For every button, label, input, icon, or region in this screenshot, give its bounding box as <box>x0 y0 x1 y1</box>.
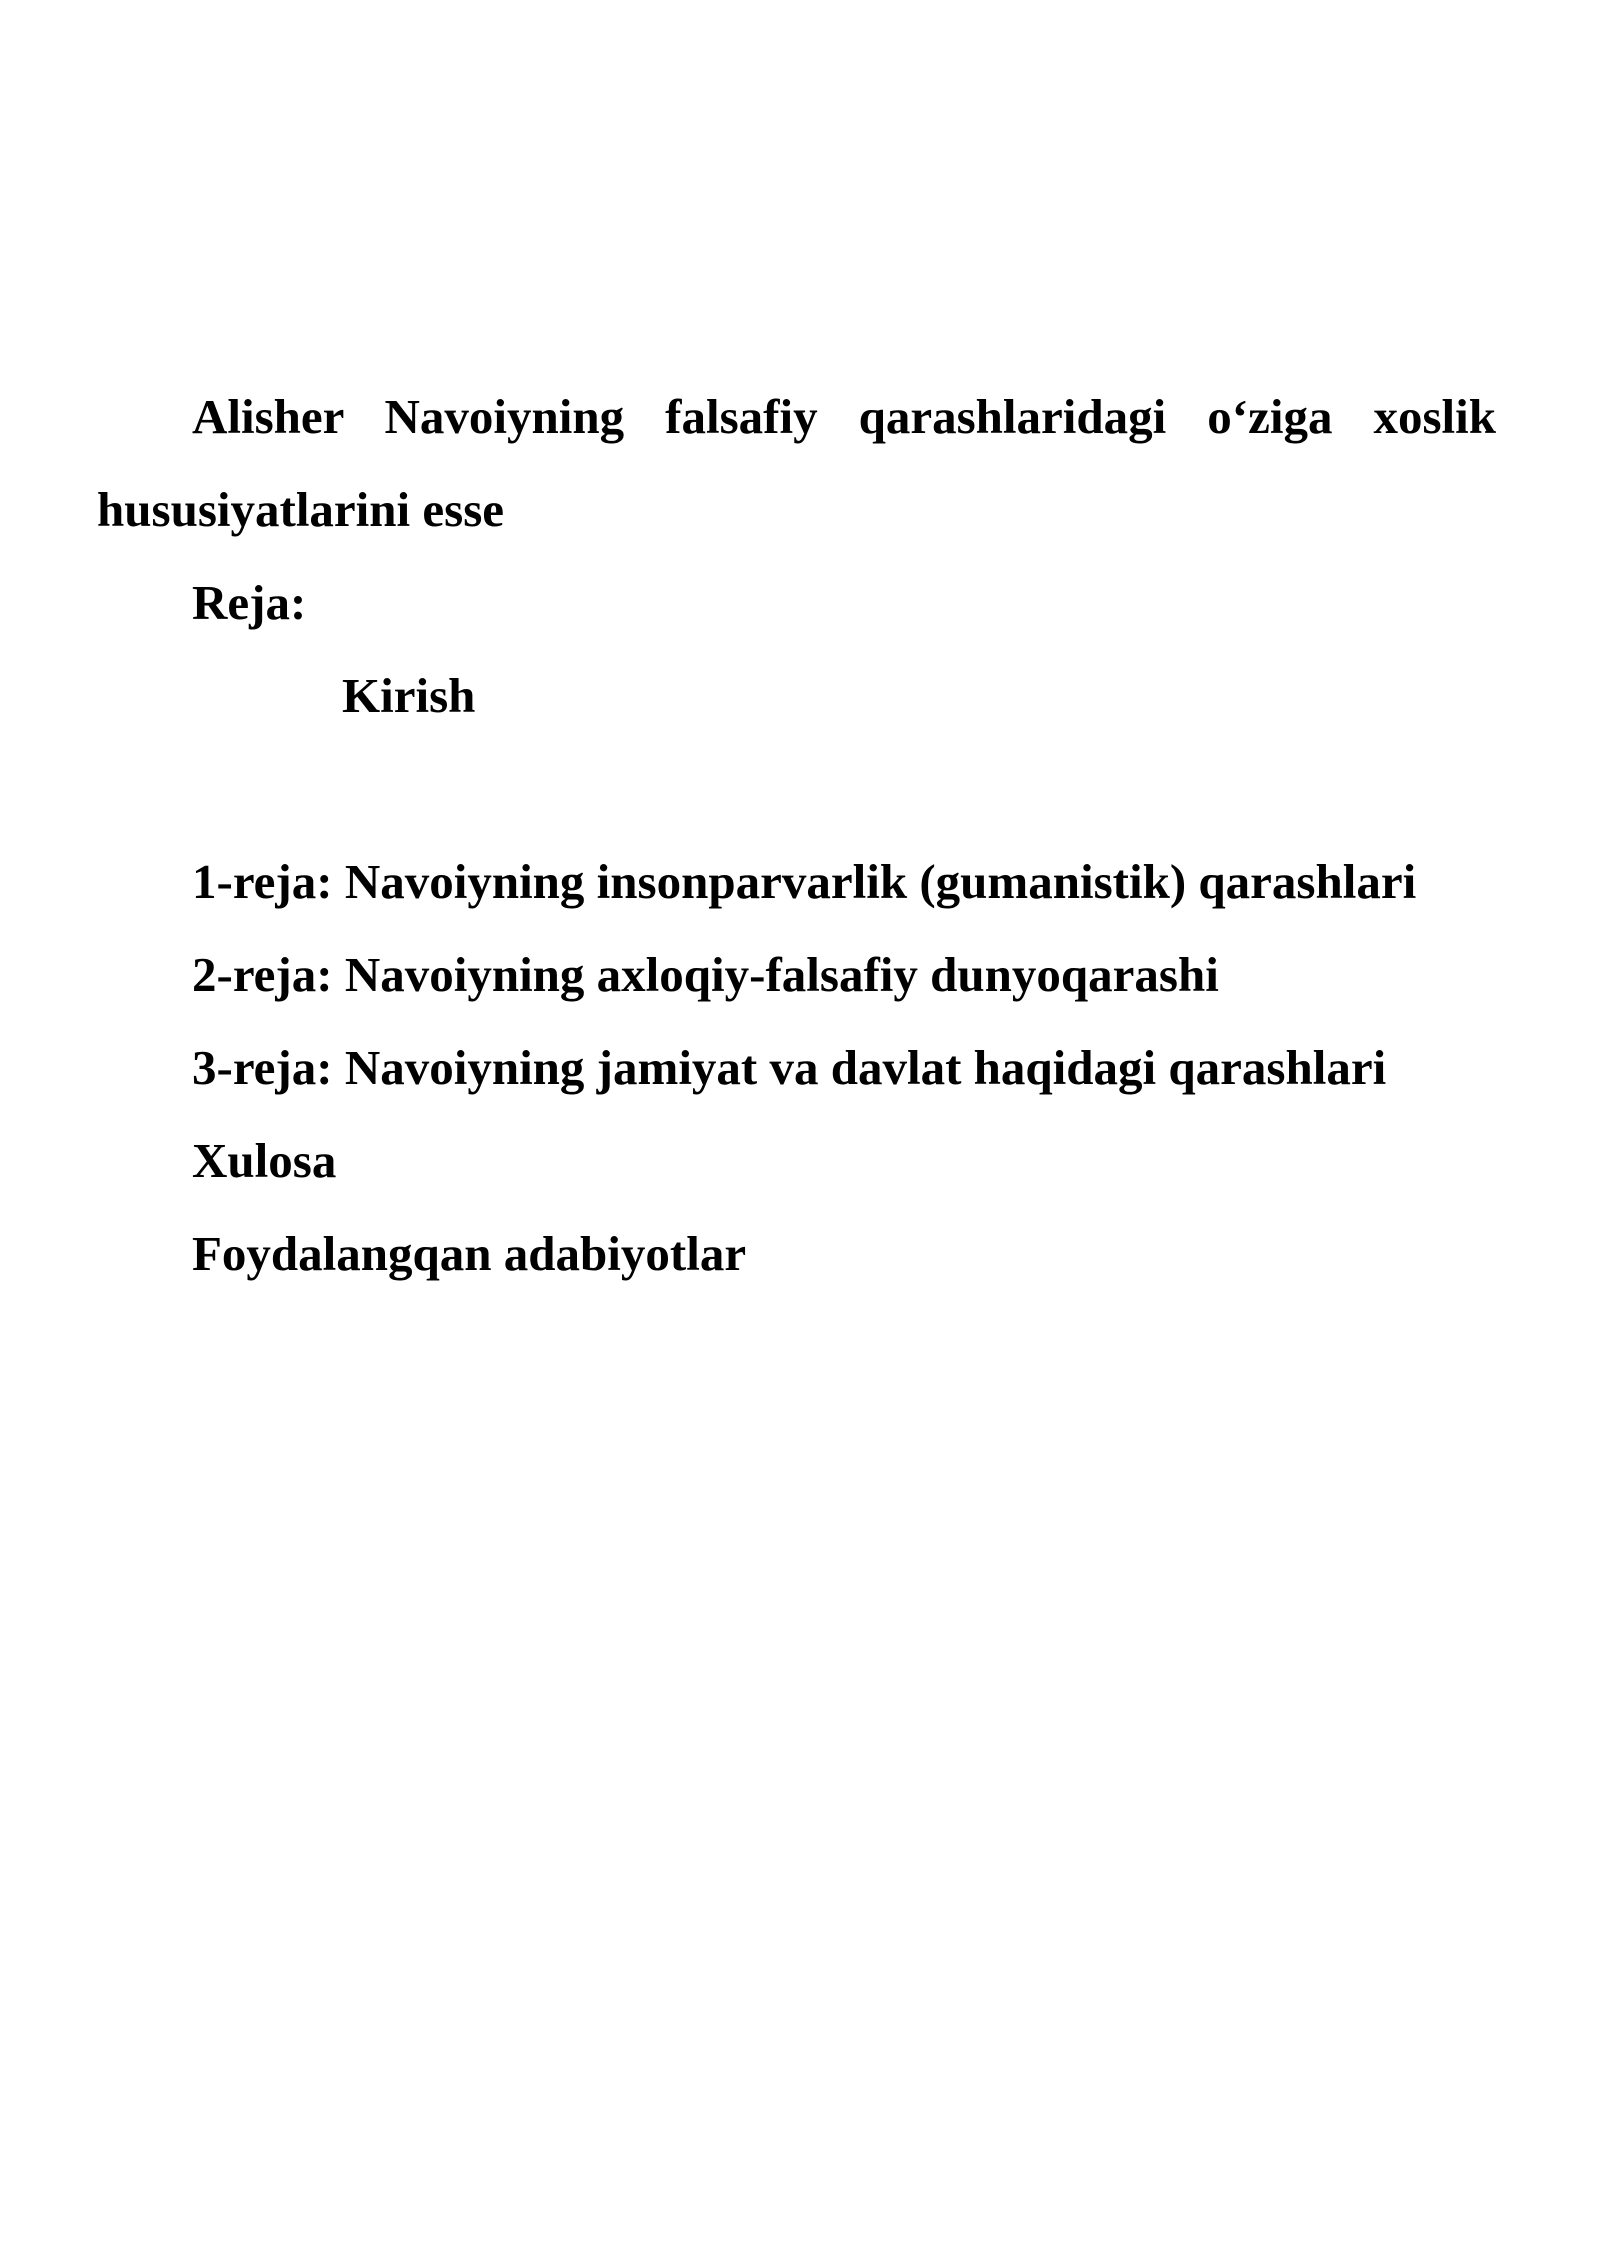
plan-conclusion: Xulosa <box>192 1133 337 1188</box>
plan-intro: Kirish <box>342 668 476 723</box>
plan-references: Foydalangqan adabiyotlar <box>192 1226 747 1281</box>
plan-item-2: 2-reja: Navoiyning axloqiy-falsafiy dunyoqarashi <box>192 947 1219 1002</box>
document-title: Alisher Navoiyning falsafiy qarashlaridagi o‘ziga xoslik hususiyatlarini esse <box>97 389 1496 537</box>
blank-line <box>97 742 1496 835</box>
document-body <box>97 370 1496 1300</box>
plan-item-1: 1-reja: Navoiyning insonparvarlik (gumanistik) qarashlari <box>192 854 1417 909</box>
plan-item-3: 3-reja: Navoiyning jamiyat va davlat haqidagi qarashlari <box>192 1040 1387 1095</box>
plan-heading: Reja: <box>192 575 307 630</box>
